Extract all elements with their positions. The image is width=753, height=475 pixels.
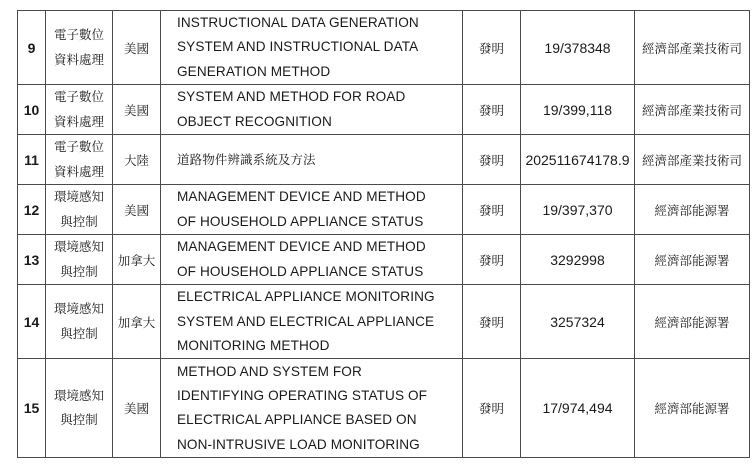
- row-number: 15: [18, 359, 46, 458]
- patent-title: MANAGEMENT DEVICE AND METHOD OF HOUSEHOLD APPLIANCE STATUS: [161, 235, 463, 285]
- country: 美國: [113, 185, 161, 235]
- patent-type: 發明: [463, 285, 521, 359]
- table-row: [18, 235, 750, 285]
- patent-type: 發明: [463, 135, 521, 185]
- application-number: 19/397,370: [521, 185, 635, 235]
- application-number: 202511674178.9: [521, 135, 635, 185]
- patent-type: 發明: [463, 11, 521, 85]
- row-number: 11: [18, 135, 46, 185]
- row-number: 12: [18, 185, 46, 235]
- funding-agency: 經濟部能源署: [635, 285, 750, 359]
- patent-type: 發明: [463, 359, 521, 458]
- tech-field: 電子數位 資料處理: [46, 11, 113, 85]
- row-number: 14: [18, 285, 46, 359]
- application-number: 17/974,494: [521, 359, 635, 458]
- country: 加拿大: [113, 235, 161, 285]
- country: 美國: [113, 11, 161, 85]
- application-number: 19/378348: [521, 11, 635, 85]
- application-number: 3292998: [521, 235, 635, 285]
- table-row: [18, 285, 750, 359]
- patent-table: [17, 10, 750, 458]
- patent-title: MANAGEMENT DEVICE AND METHOD OF HOUSEHOLD APPLIANCE STATUS: [161, 185, 463, 235]
- row-number: 10: [18, 85, 46, 135]
- funding-agency: 經濟部產業技術司: [635, 11, 750, 85]
- country: 美國: [113, 85, 161, 135]
- tech-field: 電子數位 資料處理: [46, 135, 113, 185]
- tech-field: 電子數位 資料處理: [46, 85, 113, 135]
- table-row: [18, 135, 750, 185]
- patent-type: 發明: [463, 85, 521, 135]
- tech-field: 環境感知 與控制: [46, 359, 113, 458]
- funding-agency: 經濟部能源署: [635, 235, 750, 285]
- row-number: 13: [18, 235, 46, 285]
- table-row: [18, 185, 750, 235]
- table-row: [18, 359, 750, 458]
- patent-type: 發明: [463, 235, 521, 285]
- patent-title: INSTRUCTIONAL DATA GENERATION SYSTEM AND INSTRUCTIONAL DATA GENERATION METHOD: [161, 11, 463, 85]
- funding-agency: 經濟部產業技術司: [635, 85, 750, 135]
- patent-title: ELECTRICAL APPLIANCE MONITORING SYSTEM AND ELECTRICAL APPLIANCE MONITORING METHOD: [161, 285, 463, 359]
- country: 加拿大: [113, 285, 161, 359]
- row-number: 9: [18, 11, 46, 85]
- table-row: [18, 85, 750, 135]
- funding-agency: 經濟部能源署: [635, 359, 750, 458]
- patent-type: 發明: [463, 185, 521, 235]
- table-row: [18, 11, 750, 85]
- tech-field: 環境感知 與控制: [46, 285, 113, 359]
- country: 大陸: [113, 135, 161, 185]
- funding-agency: 經濟部產業技術司: [635, 135, 750, 185]
- application-number: 19/399,118: [521, 85, 635, 135]
- tech-field: 環境感知 與控制: [46, 185, 113, 235]
- funding-agency: 經濟部能源署: [635, 185, 750, 235]
- tech-field: 環境感知 與控制: [46, 235, 113, 285]
- patent-title: 道路物件辨識系統及方法: [161, 135, 463, 185]
- patent-title: METHOD AND SYSTEM FOR IDENTIFYING OPERATING STATUS OF ELECTRICAL APPLIANCE BASED ON NON-INTRUSIVE LOAD MONITORING: [161, 359, 463, 458]
- patent-title: SYSTEM AND METHOD FOR ROAD OBJECT RECOGNITION: [161, 85, 463, 135]
- application-number: 3257324: [521, 285, 635, 359]
- country: 美國: [113, 359, 161, 458]
